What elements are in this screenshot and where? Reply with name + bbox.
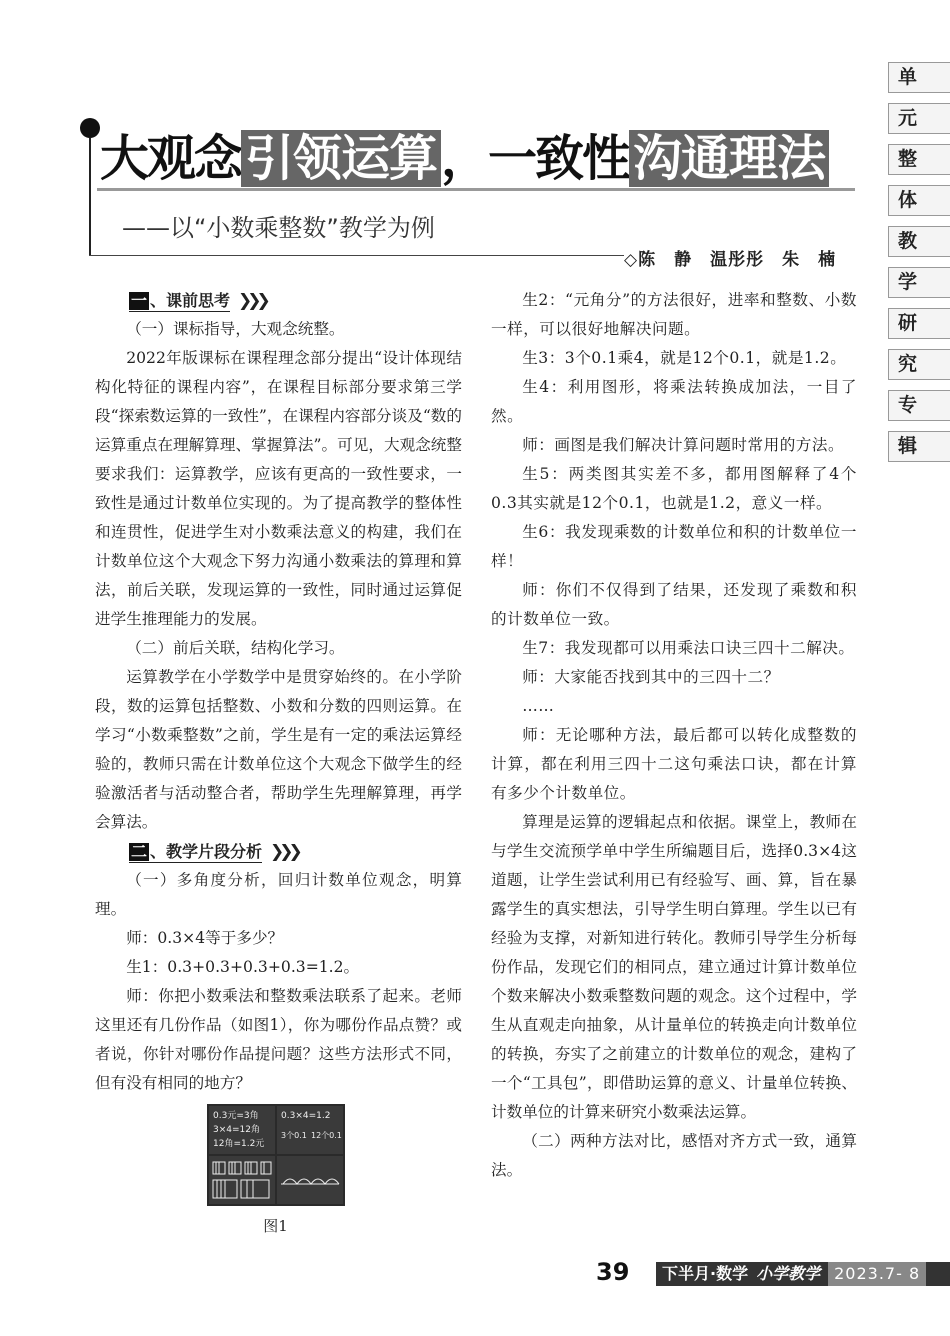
chevrons-icon: ❯❯❯	[238, 291, 266, 311]
title-bullet-icon	[80, 118, 100, 138]
section-label-1: 、课前思考	[150, 291, 231, 310]
left-column	[95, 286, 462, 1241]
title-underline	[97, 188, 855, 191]
side-tab-9: 专	[888, 390, 950, 421]
section-number-1: 一	[131, 291, 148, 310]
paragraph: 生2：“元角分”的方法很好，进率和整数、小数一样，可以很好地解决问题。	[491, 291, 857, 338]
figure-text: 3个0.1	[281, 1131, 307, 1140]
side-tab-7: 研	[888, 308, 950, 339]
figure-text: 12个0.1	[311, 1131, 342, 1140]
footer-date: 2023.7- 8	[828, 1262, 926, 1286]
section-number-2: 二	[131, 842, 148, 861]
footer-issue: 下半月·数学	[662, 1264, 749, 1283]
paragraph: 生5：两类图其实差不多，都用图解释了4个0.3其实就是12个0.1，也就是1.2，意义一样。	[491, 465, 857, 512]
chevrons-icon: ❯❯❯	[270, 842, 298, 862]
figure-1-student-work	[207, 1104, 345, 1206]
section-heading-2	[95, 837, 462, 866]
title-part-1: 大观念	[100, 130, 242, 187]
journal-logo: 小学教学	[756, 1264, 821, 1283]
figure-caption: 图1	[263, 1217, 288, 1235]
paragraph: 2022年版课标在课程理念部分提出“设计体现结构化特征的课程内容”，在课程目标部分要求第三学段“探索数运算的一致性”，在课程内容部分谈及“数的运算重点在理解算理、掌握算法”。可见，大观念统整要求我们：运算教学，应该有更高的一致性要求，一致性是通过计数单位实现的。为了提高教学的整体性和连贯性，促进学生对小数乘法意义的构建，我们在计数单位这个大观念下努力沟通小数乘法的算理和算法，前后关联，发现运算的一致性，同时通过运算促进学生推理能力的发展。	[95, 349, 462, 628]
side-tab-1: 单	[888, 62, 950, 93]
side-tab-5: 教	[888, 226, 950, 257]
paragraph: （二）前后关联，结构化学习。	[126, 639, 345, 657]
paragraph: 师：你们不仅得到了结果，还发现了乘数和积的计数单位一致。	[491, 581, 857, 628]
section-label-2: 、教学片段分析	[150, 842, 263, 861]
figure-text: 0.3元=3角	[213, 1111, 259, 1121]
side-tab-3: 整	[888, 144, 950, 175]
paragraph: 师：大家能否找到其中的三四十二？	[522, 668, 780, 686]
figure-text: 12角=1.2元	[213, 1139, 265, 1149]
title-part-3: ，一致性	[441, 130, 630, 187]
side-tab-6: 学	[888, 267, 950, 298]
paragraph: 生3：3个0.1乘4，就是12个0.1，就是1.2。	[522, 349, 847, 367]
side-tab-8: 究	[888, 349, 950, 380]
authors: ◇陈 静 温彤彤 朱 楠	[624, 250, 837, 270]
paragraph: 生6：我发现乘数的计数单位和积的计数单位一样！	[491, 523, 857, 570]
side-tab-10: 辑	[888, 431, 950, 462]
paragraph: 师：画图是我们解决计算问题时常用的方法。	[522, 436, 845, 454]
side-tab-2: 元	[888, 103, 950, 134]
figure-text: 3×4=12角	[213, 1125, 260, 1135]
paragraph: 师：你把小数乘法和整数乘法联系了起来。老师这里还有几份作品（如图1），你为哪份作品点赞？或者说，你针对哪份作品提问题？这些方法形式不同，但有没有相同的地方？	[95, 987, 462, 1092]
title-horizontal-rule	[89, 255, 624, 256]
paragraph: （一）课标指导，大观念统整。	[126, 320, 345, 338]
figure-text: 0.3×4=1.2	[281, 1111, 331, 1121]
paragraph: 运算教学在小学数学中是贯穿始终的。在小学阶段，数的运算包括整数、小数和分数的四则运算。在学习“小数乘整数”之前，学生是有一定的乘法运算经验的，教师只需在计数单位这个大观念下做学生的经验激活者与活动整合者，帮助学生先理解算理，再学会算法。	[95, 668, 462, 831]
title-vertical-rule	[89, 138, 91, 256]
paragraph: 生7：我发现都可以用乘法口诀三四十二解决。	[522, 639, 855, 657]
footer-bar	[656, 1262, 950, 1286]
paragraph: 生4：利用图形，将乘法转换成加法，一目了然。	[491, 378, 857, 425]
paragraph: ……	[522, 697, 555, 715]
paragraph: （一）多角度分析，回归计数单位观念，明算理。	[95, 871, 462, 918]
paragraph: 师：0.3×4等于多少？	[126, 929, 284, 947]
right-column	[491, 286, 857, 1185]
paragraph: 算理是运算的逻辑起点和依据。课堂上，教师在与学生交流预学单中学生所编题目后，选择0.3×4这道题，让学生尝试利用已有经验写、画、算，旨在暴露学生的真实想法，引导学生明白算理。学生以已有经验为支撑，对新知进行转化。教师引导学生分析每份作品，发现它们的相同点，建立通过计算计数单位个数来解决小数乘整数问题的观念。这个过程中，学生从直观走向抽象，从计量单位的转换走向计数单位的转换，夯实了之前建立的计数单位的观念，建构了一个“工具包”，即借助运算的意义、计量单位转换、计数单位的计算来研究小数乘法运算。	[491, 813, 857, 1121]
article-subtitle: ——以“小数乘整数”教学为例	[122, 214, 435, 242]
paragraph: 师：无论哪种方法，最后都可以转化成整数的计算，都在利用三四十二这句乘法口诀，都在计算有多少个计数单位。	[491, 726, 857, 802]
title-part-2: 引领运算	[241, 130, 441, 187]
paragraph: 生1：0.3+0.3+0.3+0.3=1.2。	[126, 958, 360, 976]
title-part-4: 沟通理法	[629, 130, 829, 187]
article-title	[100, 126, 829, 196]
section-heading-1	[95, 286, 462, 315]
page-number: 39	[596, 1258, 630, 1286]
paragraph: （二）两种方法对比，感悟对齐方式一致，通算法。	[491, 1132, 857, 1179]
side-tab-4: 体	[888, 185, 950, 216]
